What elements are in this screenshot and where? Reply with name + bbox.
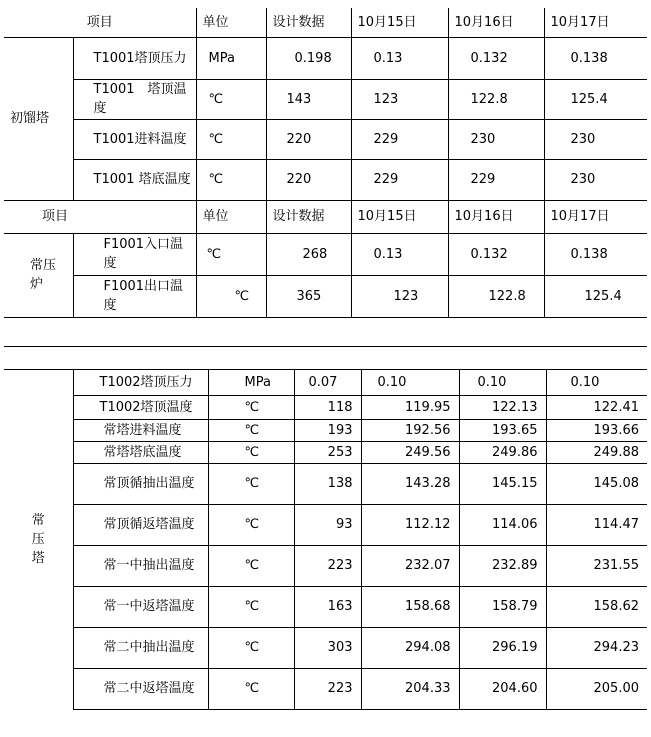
header-date-1: 10月15日 xyxy=(351,8,448,37)
param-name: 常一中抽出温度 xyxy=(73,545,208,586)
header-unit: 单位 xyxy=(196,200,266,233)
table-row xyxy=(4,504,647,545)
value-cell: 193.66 xyxy=(546,419,647,441)
table-row xyxy=(4,627,647,668)
value-cell: 145.08 xyxy=(546,463,647,504)
header-date-2: 10月16日 xyxy=(448,8,544,37)
design-cell: 0.198 xyxy=(266,37,351,79)
table-row xyxy=(4,79,647,119)
design-cell: 193 xyxy=(294,419,361,441)
value-cell: 0.132 xyxy=(448,233,544,275)
unit-cell: MPa xyxy=(196,37,266,79)
value-cell: 229 xyxy=(351,159,448,200)
unit-cell: ℃ xyxy=(196,79,266,119)
value-cell: 122.13 xyxy=(459,395,546,419)
table-row xyxy=(4,119,647,159)
value-cell: 123 xyxy=(351,275,448,317)
group-label: 常压塔 xyxy=(4,370,73,709)
param-name: 常顶循抽出温度 xyxy=(73,463,208,504)
value-cell: 158.79 xyxy=(459,586,546,627)
table-row xyxy=(4,545,647,586)
value-cell: 125.4 xyxy=(544,79,647,119)
header-row xyxy=(4,200,647,233)
value-cell: 205.00 xyxy=(546,668,647,709)
param-name: 常二中返塔温度 xyxy=(73,668,208,709)
value-cell: 204.60 xyxy=(459,668,546,709)
table-row xyxy=(4,463,647,504)
param-name: 常一中返塔温度 xyxy=(73,586,208,627)
header-item: 项目 xyxy=(4,8,196,37)
header-item: 项目 xyxy=(4,200,196,233)
header-design: 设计数据 xyxy=(266,8,351,37)
design-cell: 303 xyxy=(294,627,361,668)
table-row xyxy=(4,370,647,395)
value-cell: 122.8 xyxy=(448,79,544,119)
table-row xyxy=(4,441,647,463)
design-cell: 268 xyxy=(266,233,351,275)
table-row xyxy=(4,159,647,200)
header-row xyxy=(4,8,647,37)
design-cell: 163 xyxy=(294,586,361,627)
header-date-3: 10月17日 xyxy=(544,200,647,233)
value-cell: 114.47 xyxy=(546,504,647,545)
unit-cell: ℃ xyxy=(208,586,294,627)
value-cell: 145.15 xyxy=(459,463,546,504)
value-cell: 249.88 xyxy=(546,441,647,463)
value-cell: 0.10 xyxy=(361,370,459,395)
unit-cell: ℃ xyxy=(196,275,266,317)
value-cell: 232.07 xyxy=(361,545,459,586)
value-cell: 158.68 xyxy=(361,586,459,627)
divider xyxy=(4,346,647,347)
table-row xyxy=(4,668,647,709)
value-cell: 294.08 xyxy=(361,627,459,668)
value-cell: 0.10 xyxy=(459,370,546,395)
design-cell: 93 xyxy=(294,504,361,545)
design-cell: 223 xyxy=(294,668,361,709)
value-cell: 119.95 xyxy=(361,395,459,419)
value-cell: 0.13 xyxy=(351,233,448,275)
design-cell: 118 xyxy=(294,395,361,419)
value-cell: 125.4 xyxy=(544,275,647,317)
table-row xyxy=(4,395,647,419)
value-cell: 249.86 xyxy=(459,441,546,463)
value-cell: 122.41 xyxy=(546,395,647,419)
value-cell: 0.138 xyxy=(544,233,647,275)
unit-cell: ℃ xyxy=(208,463,294,504)
param-name: 常塔塔底温度 xyxy=(73,441,208,463)
unit-cell: ℃ xyxy=(208,545,294,586)
unit-cell: ℃ xyxy=(196,159,266,200)
value-cell: 114.06 xyxy=(459,504,546,545)
param-name: 常二中抽出温度 xyxy=(73,627,208,668)
unit-cell: ℃ xyxy=(208,668,294,709)
value-cell: 0.13 xyxy=(351,37,448,79)
header-design: 设计数据 xyxy=(266,200,351,233)
value-cell: 143.28 xyxy=(361,463,459,504)
value-cell: 230 xyxy=(544,119,647,159)
design-cell: 253 xyxy=(294,441,361,463)
table-row xyxy=(4,419,647,441)
header-unit: 单位 xyxy=(196,8,266,37)
design-cell: 365 xyxy=(266,275,351,317)
unit-cell: ℃ xyxy=(196,233,266,275)
param-name: T1002塔顶压力 xyxy=(73,370,208,395)
value-cell: 294.23 xyxy=(546,627,647,668)
param-name: T1002塔顶温度 xyxy=(73,395,208,419)
value-cell: 112.12 xyxy=(361,504,459,545)
design-cell: 220 xyxy=(266,119,351,159)
header-date-3: 10月17日 xyxy=(550,14,610,30)
value-cell: 231.55 xyxy=(546,545,647,586)
value-cell: 192.56 xyxy=(361,419,459,441)
design-cell: 223 xyxy=(294,545,361,586)
param-name: F1001入口温度 xyxy=(73,233,196,275)
unit-cell: ℃ xyxy=(196,119,266,159)
value-cell: 230 xyxy=(448,119,544,159)
value-cell: 122.8 xyxy=(448,275,544,317)
atm-tower-table xyxy=(4,370,647,710)
value-cell: 230 xyxy=(544,159,647,200)
unit-cell: ℃ xyxy=(208,504,294,545)
table-row xyxy=(4,275,647,317)
param-name: T1001 塔底温度 xyxy=(73,159,196,200)
value-cell: 0.138 xyxy=(544,37,647,79)
unit-cell: ℃ xyxy=(208,627,294,668)
initial-tower-table xyxy=(4,8,647,318)
unit-cell: MPa xyxy=(208,370,294,395)
value-cell: 204.33 xyxy=(361,668,459,709)
table-row xyxy=(4,37,647,79)
design-cell: 138 xyxy=(294,463,361,504)
value-cell: 296.19 xyxy=(459,627,546,668)
param-name: 常顶循返塔温度 xyxy=(73,504,208,545)
value-cell: 229 xyxy=(448,159,544,200)
design-cell: 0.07 xyxy=(294,370,361,395)
value-cell: 0.10 xyxy=(570,374,600,390)
table-row xyxy=(4,586,647,627)
param-name: T1001进料温度 xyxy=(73,119,196,159)
group-label: 初馏塔 xyxy=(4,37,73,200)
unit-cell: ℃ xyxy=(208,419,294,441)
param-name: F1001出口温度 xyxy=(73,275,196,317)
value-cell: 249.56 xyxy=(361,441,459,463)
value-cell: 229 xyxy=(351,119,448,159)
unit-cell: ℃ xyxy=(208,441,294,463)
param-name: T1001塔顶压力 xyxy=(73,37,196,79)
group-label: 常压炉 xyxy=(4,233,73,317)
param-name: 常塔进料温度 xyxy=(73,419,208,441)
param-name: T1001 塔顶温度 xyxy=(73,79,196,119)
value-cell: 123 xyxy=(351,79,448,119)
header-date-2: 10月16日 xyxy=(448,200,544,233)
value-cell: 232.89 xyxy=(459,545,546,586)
value-cell: 158.62 xyxy=(546,586,647,627)
value-cell: 0.132 xyxy=(448,37,544,79)
value-cell: 193.65 xyxy=(459,419,546,441)
design-cell: 143 xyxy=(266,79,351,119)
design-cell: 220 xyxy=(266,159,351,200)
unit-cell: ℃ xyxy=(208,395,294,419)
header-date-1: 10月15日 xyxy=(351,200,448,233)
table-row xyxy=(4,233,647,275)
